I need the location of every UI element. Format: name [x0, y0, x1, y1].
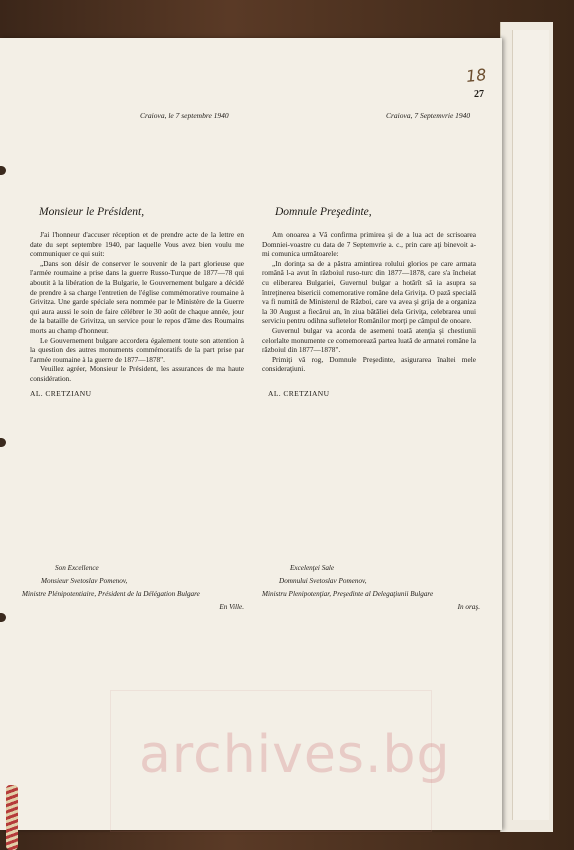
- left-address-line: En Ville.: [219, 603, 244, 611]
- binding-cord: [6, 785, 18, 850]
- right-address-line: In oraş.: [457, 603, 480, 611]
- left-letter-body: [30, 230, 244, 384]
- archives-watermark: [110, 690, 451, 832]
- right-paragraph: Primiţi vă rog, Domnule Preşedinte, asigurarea înaltei mele consideraţiuni.: [262, 354, 476, 374]
- punch-hole: [0, 166, 6, 175]
- punch-hole: [0, 613, 6, 622]
- punch-hole: [0, 438, 6, 447]
- right-address-line: Domnului Svetoslav Pomenov,: [279, 577, 367, 585]
- right-letter-body: [262, 230, 476, 374]
- right-paragraph: „In dorinţa sa de a păstra amintirea rolului glorios pe care armata română l-a avut în războiul ruso-turc din 1877—1878, care s'a încheiat cu eliberarea Bulgariei, Guvernul bulgar a hotărît să ia asupra sa întreţinerea bisericii comemorative române dela Griviţa. O pază specială va fi numită de Ministerul de Război, care va avea şi grija de a organiza la 30 August a fiecărui an, în ziua bătăliei dela Griviţa, celebrarea unui serviciu pentru odihna sufletelor Românilor morţi pe câmpul de onoare.: [262, 258, 476, 326]
- right-signature: AL. CRETZIANU: [268, 389, 330, 398]
- left-paragraph: Veuillez agréer, Monsieur le Président, les assurances de ma haute considération.: [30, 364, 244, 383]
- right-paragraph: Guvernul bulgar va acorda de asemeni toată atenţia şi chestiunii celorlalte monumente ce comemorează partea luată de armatei române la războiul din 1877—1878".: [262, 325, 476, 355]
- left-date: Craiova, le 7 septembre 1940: [140, 111, 229, 120]
- left-address-line: Ministre Plénipotentiaire, Président de la Délégation Bulgare: [22, 590, 200, 598]
- watermark-text: archives.bg: [139, 725, 451, 785]
- left-paragraph: J'ai l'honneur d'accuser réception et de prendre acte de la lettre en date du sept septembre 1940, par laquelle Vous avez bien voulu me communiquer ce qui suit:: [30, 230, 244, 259]
- right-address-line: Ministru Plenipotenţiar, Preşedinte al Delegaţiunii Bulgare: [262, 590, 434, 598]
- left-address-line: Monsieur Svetoslav Pomenov,: [41, 577, 128, 585]
- right-salutation: Domnule Preşedinte,: [275, 206, 372, 218]
- right-address-line: Excelenţei Sale: [290, 564, 335, 572]
- right-date: Craiova, 7 Septemvrie 1940: [386, 111, 471, 120]
- left-salutation: Monsieur le Président,: [39, 206, 145, 218]
- left-paragraph: Le Gouvernement bulgare accordera également toute son attention à la question des autres monuments commémoratifs de la part prise par l'armée roumaine à la guerre de 1877—1878".: [30, 335, 244, 364]
- left-signature: AL. CRETZIANU: [30, 389, 92, 398]
- page-number: 27: [474, 89, 484, 100]
- underlying-page-2: [512, 30, 549, 820]
- right-paragraph: Am onoarea a Vă confirma primirea şi de a lua act de scrisoarea Domniei-voastre cu data de 7 Septemvrie a. c., prin care aţi binevoit a-mi comunica următoarele:: [262, 230, 476, 259]
- left-address-line: Son Excellence: [55, 564, 99, 572]
- left-address-block: [22, 562, 244, 614]
- right-address-block: [262, 562, 480, 614]
- folio-number: 18: [465, 64, 488, 87]
- left-paragraph: „Dans son désir de conserver le souvenir de la part glorieuse que l'armée roumaine a prise dans la guerre Russo-Turque de 1877—78 qui aboutit à la libération de la Bulgarie, le Gouvernement bulgare a décidé de prendre à sa charge l'entretien de l'église commémorative roumaine à Grivitza. Une garde spéciale sera nommée par le Ministère de la Guerre qui aura aussi le soin de faire célébrer le 30 août de chaque année, jour de la bataille de Grivitza, un service pour le repos d'âme des Roumains morts au champ d'honneur.: [30, 258, 244, 335]
